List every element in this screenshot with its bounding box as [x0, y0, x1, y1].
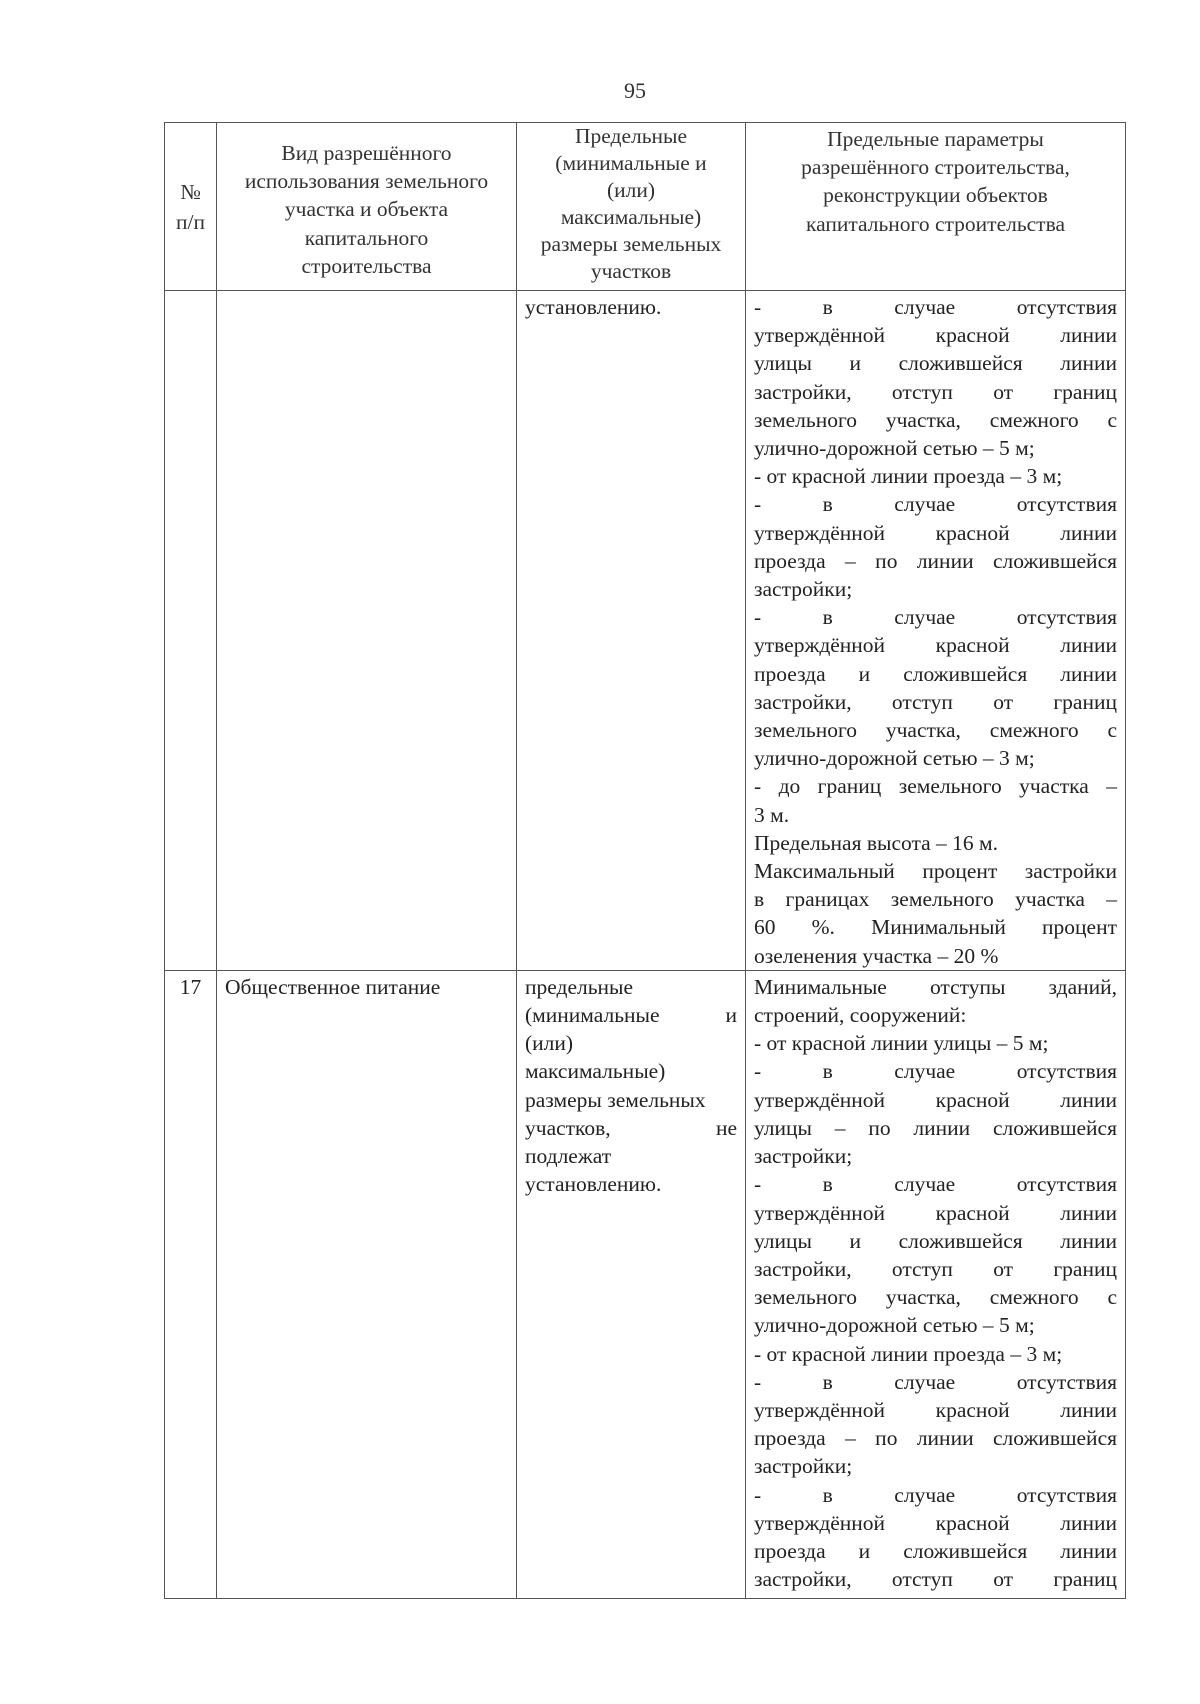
text-line: - в случае отсутствия [754, 1059, 1117, 1084]
text-line: - в случае отсутствия [754, 295, 1117, 319]
text-line: - до границ земельного участка – [754, 774, 1117, 799]
text-line: озеленения участка – 20 % [754, 943, 999, 968]
text-line: максимальные) [525, 1059, 666, 1084]
text-line: реконструкции объектов [823, 183, 1048, 208]
text-line: капитального строительства [805, 211, 1065, 236]
text-line: улично-дорожной сетью – 5 м; [754, 1313, 1035, 1338]
text-line: улицы и сложившейся линии [754, 1228, 1117, 1253]
cell-plot-size [517, 970, 746, 1598]
text-line: участка и объекта [284, 197, 449, 222]
text-line: утверждённой красной линии [754, 1200, 1117, 1225]
text-line: - в случае отсутствия [754, 605, 1117, 630]
text-line: 60 %. Минимальный процент [754, 915, 1117, 940]
text-line: утверждённой красной линии [754, 1397, 1117, 1422]
table-header-row [165, 123, 1126, 291]
text-line: - от красной линии улицы – 5 м; [754, 1031, 1049, 1056]
text-line: проезда – по линии сложившейся [754, 1426, 1117, 1451]
text-line: максимальные) [560, 205, 702, 229]
text-line: застройки, отступ от границ [754, 1256, 1117, 1281]
cell-build-params [746, 291, 1126, 971]
text-line: (или) [606, 178, 656, 202]
text-line: улицы – по линии сложившейся [754, 1115, 1117, 1140]
text-line: размеры земельных [525, 1087, 706, 1112]
text-line: утверждённой красной линии [754, 520, 1117, 545]
text-line: застройки; [754, 1454, 853, 1479]
text-line: участков, не [525, 1115, 737, 1140]
text-line: Максимальный процент застройки [754, 859, 1117, 884]
text-line: - от красной линии проезда – 3 м; [754, 1341, 1063, 1366]
text-line: утверждённой красной линии [754, 633, 1117, 658]
text-line: застройки; [754, 577, 853, 602]
text-line: утверждённой красной линии [754, 323, 1117, 348]
text-line: земельного участка, смежного с [754, 407, 1117, 432]
text-line: Предельная высота – 16 м. [754, 830, 999, 855]
text-line: участков [590, 259, 672, 283]
text-line: застройки, отступ от границ [754, 1567, 1117, 1592]
page-number: 95 [624, 78, 646, 103]
text-line: улично-дорожной сетью – 5 м; [754, 436, 1035, 461]
text-line: проезда и сложившейся линии [754, 661, 1117, 686]
text-line: утверждённой красной линии [754, 1087, 1117, 1112]
cell-use-type: Общественное питание [217, 970, 517, 1598]
header-use-type [217, 123, 517, 291]
text-line: подлежат [525, 1144, 612, 1169]
text-line: предельные [525, 974, 634, 999]
text-line: земельного участка, смежного с [754, 718, 1117, 743]
text-line: разрешённого строительства, [801, 155, 1070, 180]
text-line: - в случае отсутствия [754, 1369, 1117, 1394]
text-line: - в случае отсутствия [754, 1482, 1117, 1507]
text-line: застройки, отступ от границ [754, 689, 1117, 714]
text-line: строений, сооружений: [754, 1003, 967, 1028]
text-line: улицы и сложившейся линии [754, 351, 1117, 376]
text-line: Предельные [574, 124, 688, 148]
text-line: строительства [301, 253, 432, 278]
header-plot-size [517, 123, 746, 291]
table-row-17 [165, 970, 1126, 1598]
text-line: улично-дорожной сетью – 3 м; [754, 746, 1035, 771]
text-line: использования земельного [244, 169, 489, 194]
header-number [165, 123, 217, 291]
text-line: Предельные параметры [827, 127, 1044, 151]
text-line: - в случае отсутствия [754, 492, 1117, 517]
text-line: п/п [176, 209, 205, 234]
text-line: (минимальные и [525, 1003, 737, 1028]
header-build-params [746, 123, 1126, 291]
text-line: Вид разрешённого [281, 141, 452, 165]
regulations-table [164, 122, 1126, 1599]
text-line: установлению. [525, 1172, 662, 1197]
text-line: проезда и сложившейся линии [754, 1538, 1117, 1563]
text-line: проезда – по линии сложившейся [754, 548, 1117, 573]
text-line: № [180, 179, 201, 204]
text-line: Минимальные отступы зданий, [754, 974, 1117, 999]
text-line: (минимальные и [555, 151, 707, 175]
cell-build-params [746, 970, 1126, 1598]
text-line: капитального [304, 225, 429, 250]
text-line: (или) [525, 1031, 574, 1056]
cell-use-type [217, 291, 517, 971]
text-line: утверждённой красной линии [754, 1510, 1117, 1535]
text-line: застройки, отступ от границ [754, 379, 1117, 404]
text-line: 3 м. [754, 802, 790, 827]
cell-plot-size [517, 291, 746, 971]
text-line: земельного участка, смежного с [754, 1285, 1117, 1310]
text-line: в границах земельного участка – [754, 887, 1117, 912]
cell-number [165, 291, 217, 971]
cell-number: 17 [165, 970, 217, 1598]
text-line: - в случае отсутствия [754, 1172, 1117, 1197]
text-line: установлению. [525, 295, 662, 319]
text-line: - от красной линии проезда – 3 м; [754, 464, 1063, 489]
table-row-continued [165, 291, 1126, 971]
text-line: размеры земельных [540, 232, 722, 256]
text-line: застройки; [754, 1144, 853, 1169]
